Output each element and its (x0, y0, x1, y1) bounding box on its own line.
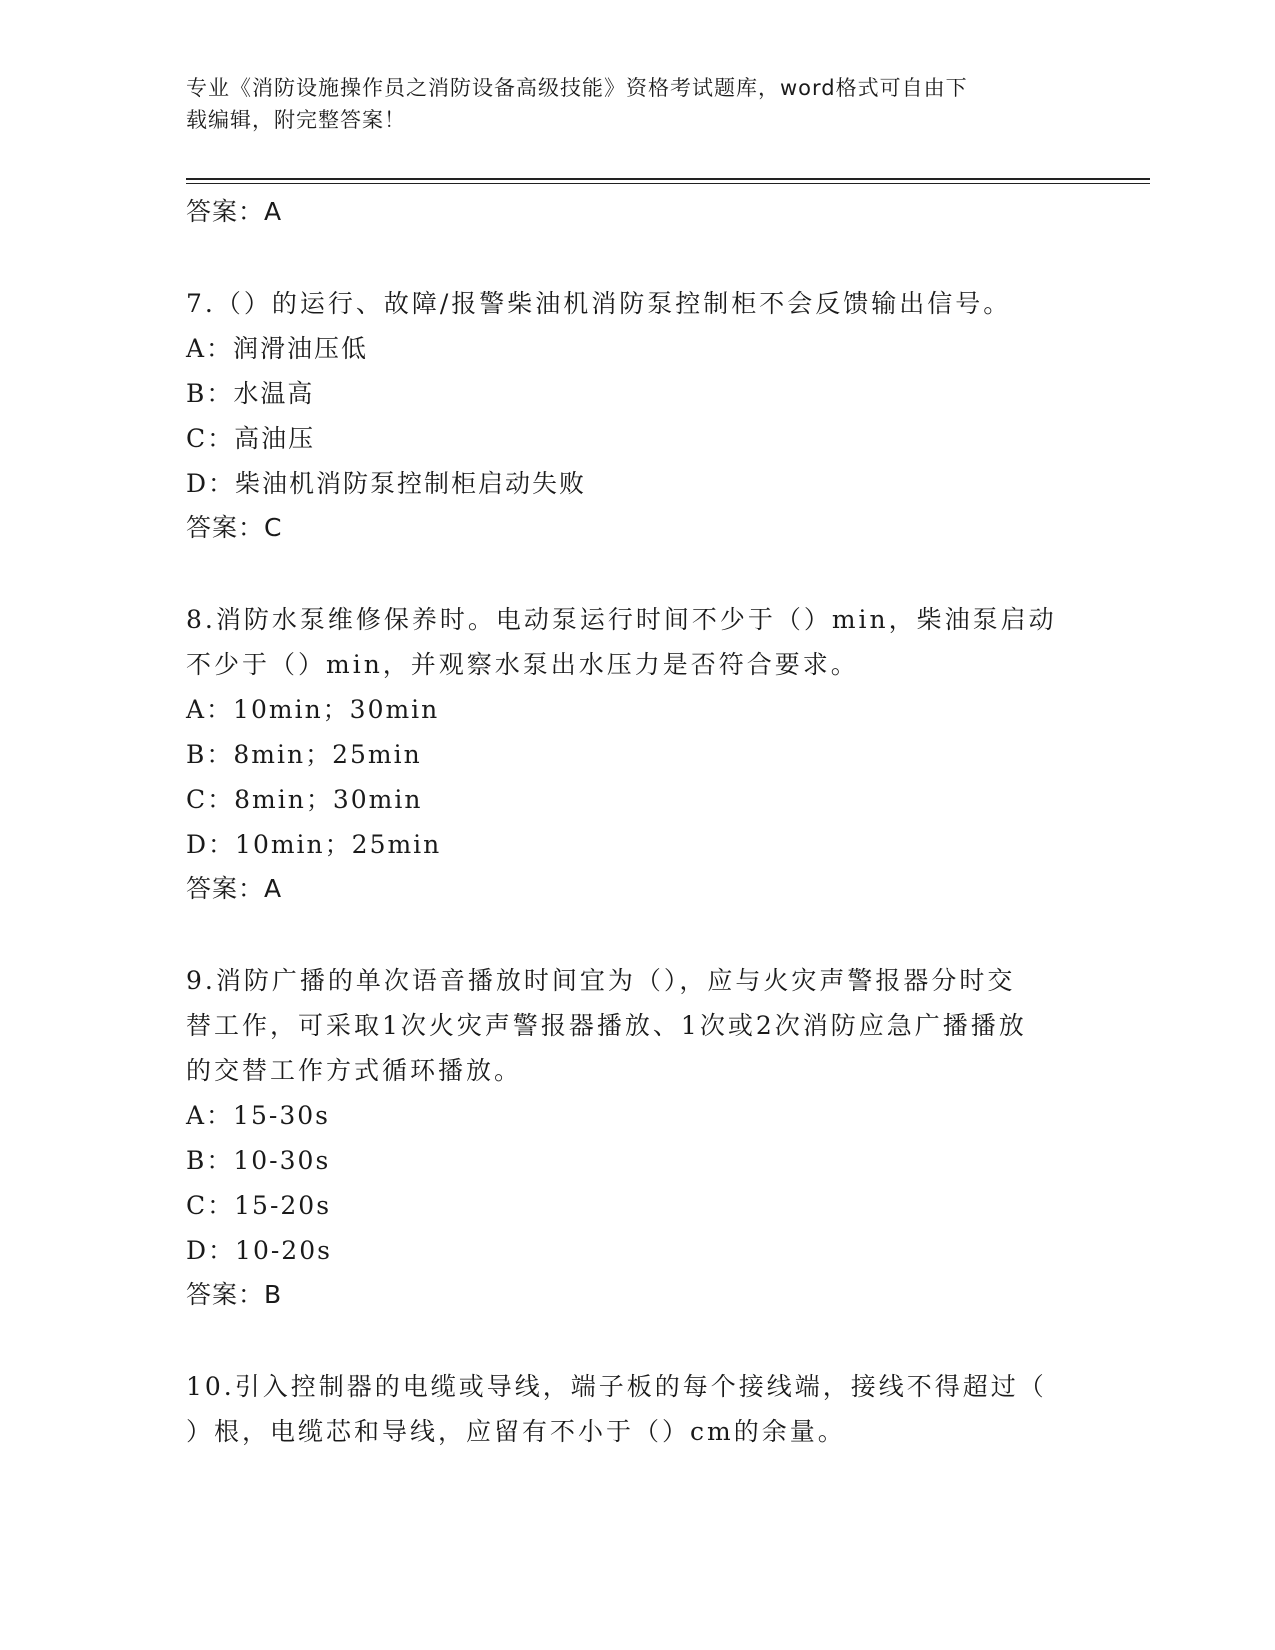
question-text (186, 597, 1086, 687)
option-d: D：10min；25min (186, 830, 442, 859)
spacer (186, 911, 1086, 958)
question-block (186, 281, 1086, 550)
question-line: 不少于（）min，并观察水泵出水压力是否符合要求。 (186, 650, 859, 679)
option-b: B：10-30s (186, 1146, 331, 1175)
option-d: D：柴油机消防泵控制柜启动失败 (186, 469, 587, 498)
question-block (186, 1364, 1086, 1454)
option-a: A：15-30s (186, 1101, 330, 1130)
question-line: 8.消防水泵维修保养时。电动泵运行时间不少于（）min，柴油泵启动 (186, 605, 1057, 634)
question-text (186, 281, 1086, 326)
option-c: C：15-20s (186, 1191, 332, 1220)
question-list (186, 190, 1086, 1454)
header-rule-thick (186, 178, 1150, 180)
question-block (186, 958, 1086, 1317)
option-d: D：10-20s (186, 1236, 332, 1265)
answer-line: 答案：C (186, 513, 283, 542)
answer-line: 答案：B (186, 1280, 283, 1309)
spacer (186, 550, 1086, 597)
question-text (186, 1364, 1086, 1454)
option-c: C：8min；30min (186, 785, 423, 814)
document-header (186, 72, 1066, 136)
header-line: 载编辑，附完整答案！ (186, 108, 406, 132)
question-line: 10.引入控制器的电缆或导线，端子板的每个接线端，接线不得超过（ (186, 1372, 1047, 1401)
question-block (186, 597, 1086, 911)
question-line: 替工作，可采取1次火灾声警报器播放、1次或2次消防应急广播播放 (186, 1011, 1027, 1040)
question-line: 9.消防广播的单次语音播放时间宜为（），应与火灾声警报器分时交 (186, 966, 1016, 995)
header-rule-thin (186, 183, 1150, 184)
option-c: C：高油压 (186, 424, 316, 453)
option-b: B：8min；25min (186, 740, 422, 769)
question-line: 7.（）的运行、故障/报警柴油机消防泵控制柜不会反馈输出信号。 (186, 289, 1012, 318)
spacer (186, 234, 1086, 281)
option-a: A：10min；30min (186, 695, 440, 724)
option-b: B：水温高 (186, 379, 315, 408)
question-line: ）根，电缆芯和导线，应留有不小于（）cm的余量。 (186, 1417, 846, 1446)
option-a: A：润滑油压低 (186, 334, 369, 363)
answer-line: 答案：A (186, 874, 283, 903)
question-text (186, 958, 1086, 1093)
spacer (186, 1317, 1086, 1364)
question-line: 的交替工作方式循环播放。 (186, 1056, 523, 1085)
answer-line: 答案：A (186, 197, 283, 226)
header-line: 专业《消防设施操作员之消防设备高级技能》资格考试题库，word格式可自由下 (186, 76, 968, 100)
